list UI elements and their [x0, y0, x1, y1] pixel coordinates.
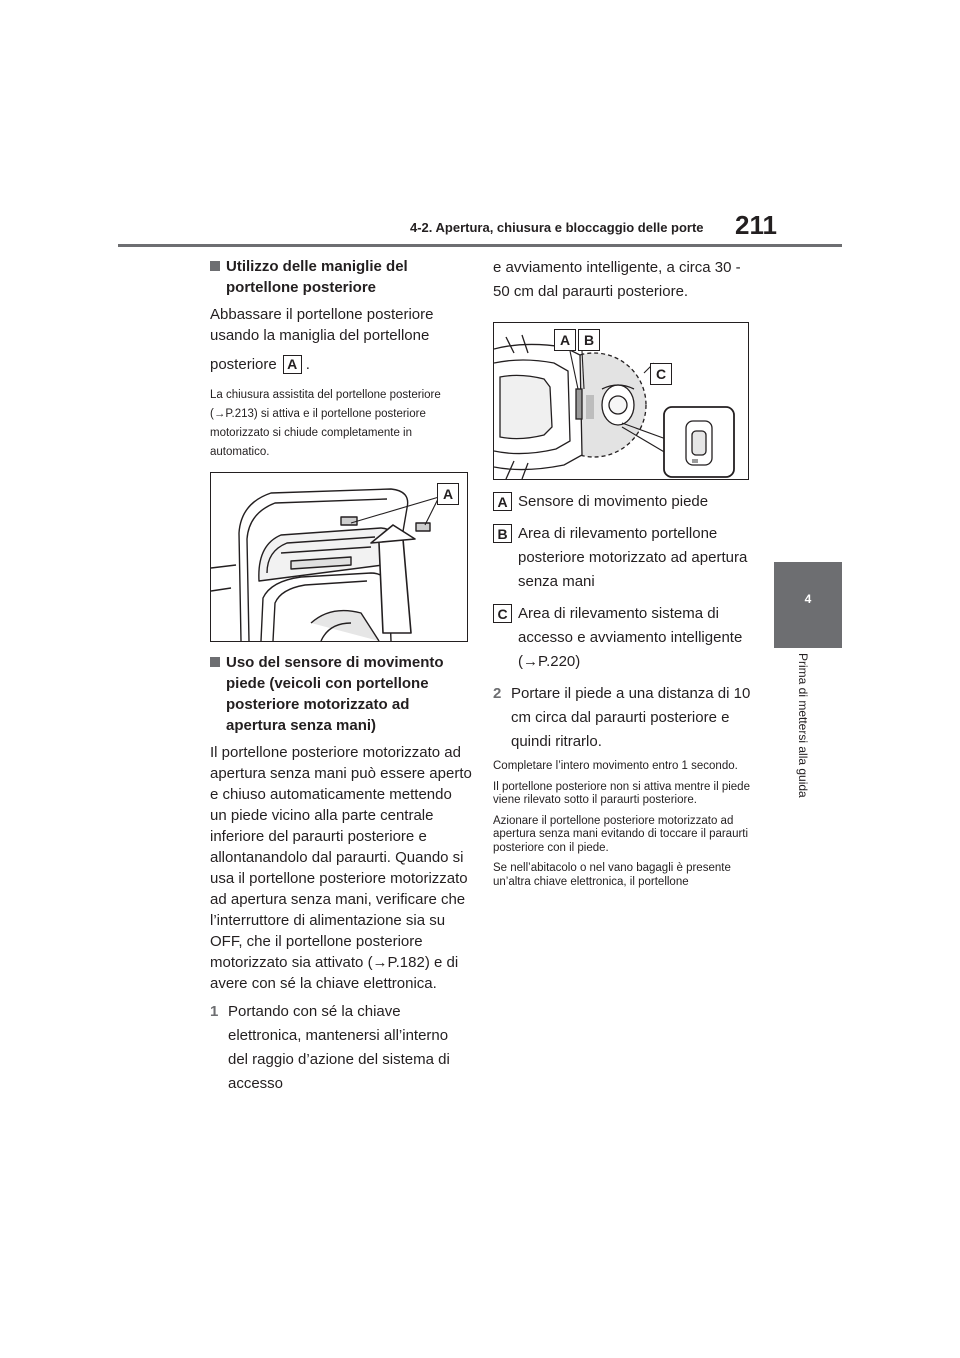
chapter-tab — [774, 562, 842, 648]
left-column — [210, 256, 472, 1100]
paragraph-foot-sensor: Il portellone posteriore motorizzato ad apertura senza mani può essere aperto e chiuso automaticamente mettendo un piede vicino alla parte centrale inferiore del paraurti posteriore e allontanandolo dal paraurti. Quando si usa il portellone posteriore motorizzato ad apertura senza mani, verificare che l’interruttore di alimentazione sia su OFF, che il portellone posteriore motorizzato sia attivato (→P.182) e di avere con sé la chiave elettronica. — [210, 744, 472, 992]
legend-item-b — [493, 522, 753, 594]
note-assisted-close: La chiusura assistita del portellone posteriore (→P.213) si attiva e il portellone posteriore motorizzato si chiude completamente in automatico. — [210, 389, 441, 458]
legend-item-c — [493, 602, 753, 674]
step-1-continued: e avviamento intelligente, a circa 30 - 50 cm dal paraurti posteriore. — [493, 259, 741, 300]
right-column — [493, 256, 753, 896]
square-bullet-icon — [210, 657, 220, 667]
legend-text-a: Sensore di movimento piede — [518, 493, 709, 510]
chapter-title: Prima di mettersi alla guida — [796, 652, 810, 798]
legend-label-c: C — [493, 604, 512, 623]
legend-label-b: B — [493, 524, 512, 543]
note-1: Completare l’intero movimento entro 1 secondo. — [493, 760, 738, 772]
header-rule — [118, 244, 842, 247]
note-4: Se nell’abitacolo o nel vano bagagli è presente un’altra chiave elettronica, il portellone — [493, 862, 731, 888]
step-2-text: Portare il piede a una distanza di 10 cm circa dal paraurti posteriore e quindi ritrarlo. — [511, 685, 751, 750]
figure-label-a: A — [437, 483, 459, 505]
step-2-number: 2 — [493, 685, 502, 702]
paragraph-handles-end: . — [305, 355, 310, 373]
note-3: Azionare il portellone posteriore motorizzato ad apertura senza mani evitando di toccare il paraurti posteriore con il piede. — [493, 814, 749, 854]
step-1-text: Portando con sé la chiave elettronica, mantenersi all’interno del raggio d’azione del sistema di accesso — [228, 1003, 450, 1092]
section-title: 4-2. Apertura, chiusura e bloccaggio delle porte — [410, 220, 704, 235]
figure-label-c: C — [650, 363, 672, 385]
legend-label-a: A — [493, 492, 512, 511]
legend-text-c: Area di rilevamento sistema di accesso e avviamento intelligente (→P.220) — [518, 605, 743, 670]
paragraph-handles-tail-text: posteriore — [210, 355, 277, 373]
detection-area-illustration — [494, 323, 749, 480]
chapter-number: 4 — [804, 592, 812, 606]
square-bullet-icon — [210, 261, 220, 271]
figure-label-b: B — [578, 329, 600, 351]
figure-detection-areas — [493, 322, 749, 480]
paragraph-handles-tail — [210, 352, 472, 376]
heading-handles-text: Utilizzo delle maniglie del portellone posteriore — [226, 258, 408, 296]
figure-tailgate-handles — [210, 472, 468, 642]
legend-text-b: Area di rilevamento portellone posteriore motorizzato ad apertura senza mani — [518, 525, 748, 590]
heading-foot-sensor-text: Uso del sensore di movimento piede (veicoli con portellone posteriore motorizzato ad apertura senza mani) — [226, 654, 444, 734]
step-1 — [210, 1000, 472, 1096]
heading-foot-sensor — [210, 652, 472, 736]
tailgate-illustration — [211, 473, 468, 642]
figure-label-a: A — [554, 329, 576, 351]
note-2: Il portellone posteriore non si attiva mentre il piede viene rilevato sotto il paraurti posteriore. — [493, 780, 750, 806]
heading-handles — [210, 256, 472, 298]
step-1-number: 1 — [210, 1003, 219, 1020]
page-number: 211 — [735, 210, 777, 240]
paragraph-handles: Abbassare il portellone posteriore usando la maniglia del portellone — [210, 306, 434, 344]
label-a-callout: A — [283, 355, 302, 374]
legend-item-a — [493, 490, 753, 514]
step-2 — [493, 682, 753, 754]
